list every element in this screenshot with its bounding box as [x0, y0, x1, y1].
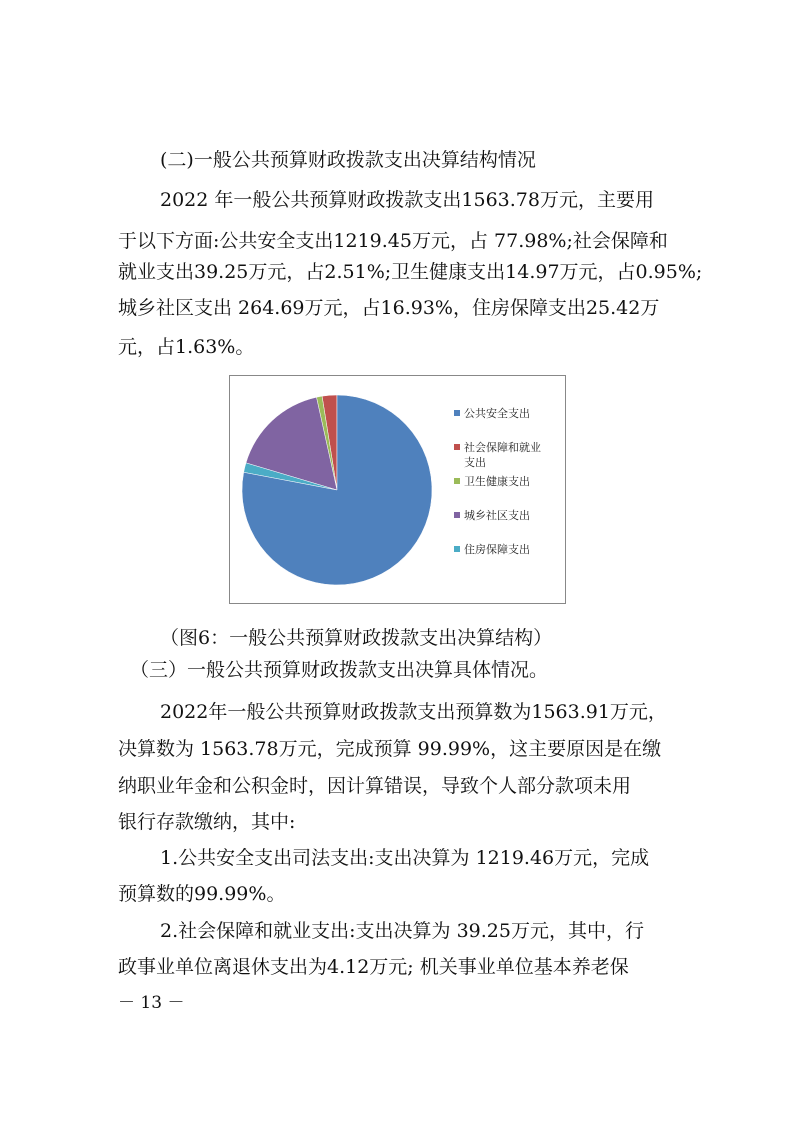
legend-swatch: [454, 512, 460, 518]
legend-label: 城乡社区支出: [464, 509, 530, 522]
page-number: － 13 －: [118, 993, 185, 1013]
paragraph-line: 就业支出39.25万元，占2.51%;卫生健康支出14.97万元，占0.95%;: [118, 261, 703, 283]
list-item-line: 1.公共安全支出司法支出:支出决算为 1219.46万元，完成: [160, 847, 650, 869]
legend-swatch: [454, 546, 460, 552]
legend-label: 社会保障和就业: [464, 441, 541, 454]
legend-label: 住房保障支出: [464, 543, 530, 556]
paragraph-line: 于以下方面:公共安全支出1219.45万元，占 77.98%;社会保障和: [118, 230, 668, 252]
paragraph-line: 2022 年一般公共预算财政拨款支出1563.78万元，主要用: [160, 189, 654, 211]
legend-label: 公共安全支出: [464, 407, 530, 420]
legend-swatch: [454, 444, 460, 450]
paragraph-line: 城乡社区支出 264.69万元，占16.93%，住房保障支出25.42万: [118, 297, 660, 319]
paragraph-line: 元，占1.63%。: [118, 336, 255, 358]
legend-swatch: [454, 410, 460, 416]
list-item-line: 2.社会保障和就业支出:支出决算为 39.25万元，其中，行: [160, 920, 644, 942]
paragraph-line: 纳职业年金和公积金时，因计算错误，导致个人部分款项未用: [118, 775, 632, 797]
pie-chart-svg: [230, 376, 565, 603]
legend-label: 支出: [464, 456, 486, 469]
paragraph-line: 2022年一般公共预算财政拨款支出预算数为1563.91万元，: [160, 701, 667, 723]
legend-swatch: [454, 478, 460, 484]
figure-caption: （图6：一般公共预算财政拨款支出决算结构）: [160, 627, 553, 649]
section-heading: (二)一般公共预算财政拨款支出决算结构情况: [160, 149, 536, 171]
paragraph-line: 决算数为 1563.78万元，完成预算 99.99%，这主要原因是在缴: [118, 738, 662, 760]
legend-label: 卫生健康支出: [464, 475, 530, 488]
list-item-line: 预算数的99.99%。: [118, 883, 286, 905]
list-item-line: 政事业单位离退休支出为4.12万元; 机关事业单位基本养老保: [118, 956, 629, 978]
paragraph-line: 银行存款缴纳，其中:: [118, 811, 296, 833]
section-title: （三）一般公共预算财政拨款支出决算具体情况。: [130, 659, 549, 681]
pie-chart: [229, 375, 566, 604]
